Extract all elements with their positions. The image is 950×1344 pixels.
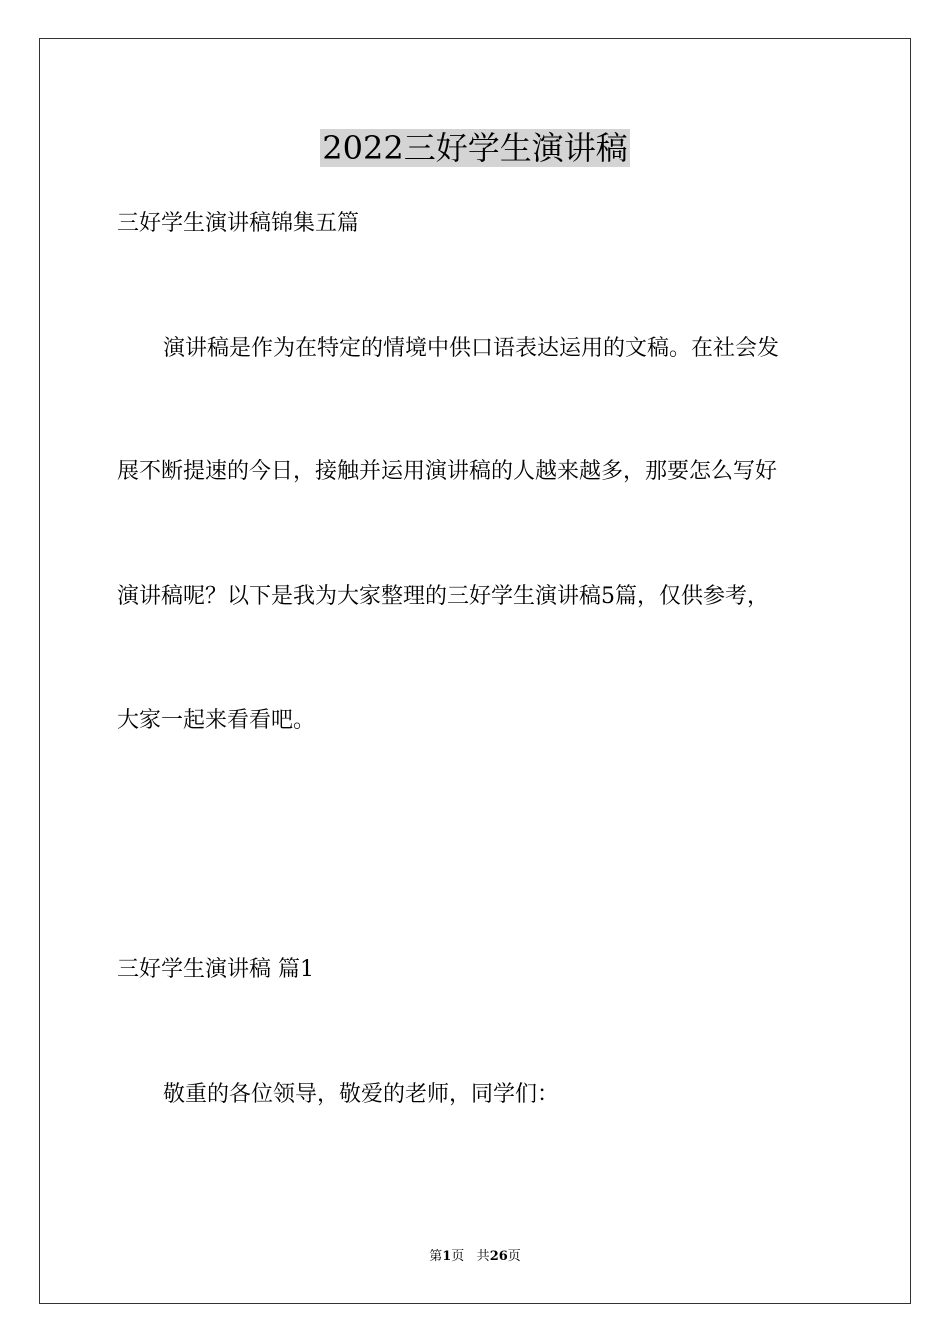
footer-total-suffix: 页 bbox=[507, 1249, 521, 1264]
footer-page-number: 1 bbox=[442, 1249, 452, 1264]
intro-paragraph-line-2: 展不断提速的今日，接触并运用演讲稿的人越来越多，那要怎么写好 bbox=[117, 459, 778, 484]
footer-total-prefix: 共 bbox=[476, 1249, 490, 1264]
footer-page-prefix: 第 bbox=[429, 1249, 443, 1264]
greeting-line: 敬重的各位领导，敬爱的老师，同学们： bbox=[163, 1082, 560, 1107]
intro-paragraph-line-3: 演讲稿呢？以下是我为大家整理的三好学生演讲稿5篇，仅供参考， bbox=[117, 584, 769, 609]
section-heading: 三好学生演讲稿 篇1 bbox=[117, 957, 314, 982]
document-title bbox=[0, 128, 950, 168]
page-footer bbox=[0, 1248, 950, 1266]
footer-total-pages: 26 bbox=[489, 1249, 508, 1264]
document-title-text: 2022三好学生演讲稿 bbox=[322, 129, 628, 167]
footer-page-suffix: 页 bbox=[451, 1249, 465, 1264]
intro-paragraph-line-1: 演讲稿是作为在特定的情境中供口语表达运用的文稿。在社会发 bbox=[163, 336, 780, 361]
document-subtitle: 三好学生演讲稿锦集五篇 bbox=[117, 211, 360, 236]
intro-paragraph-line-4: 大家一起来看看吧。 bbox=[117, 708, 316, 733]
